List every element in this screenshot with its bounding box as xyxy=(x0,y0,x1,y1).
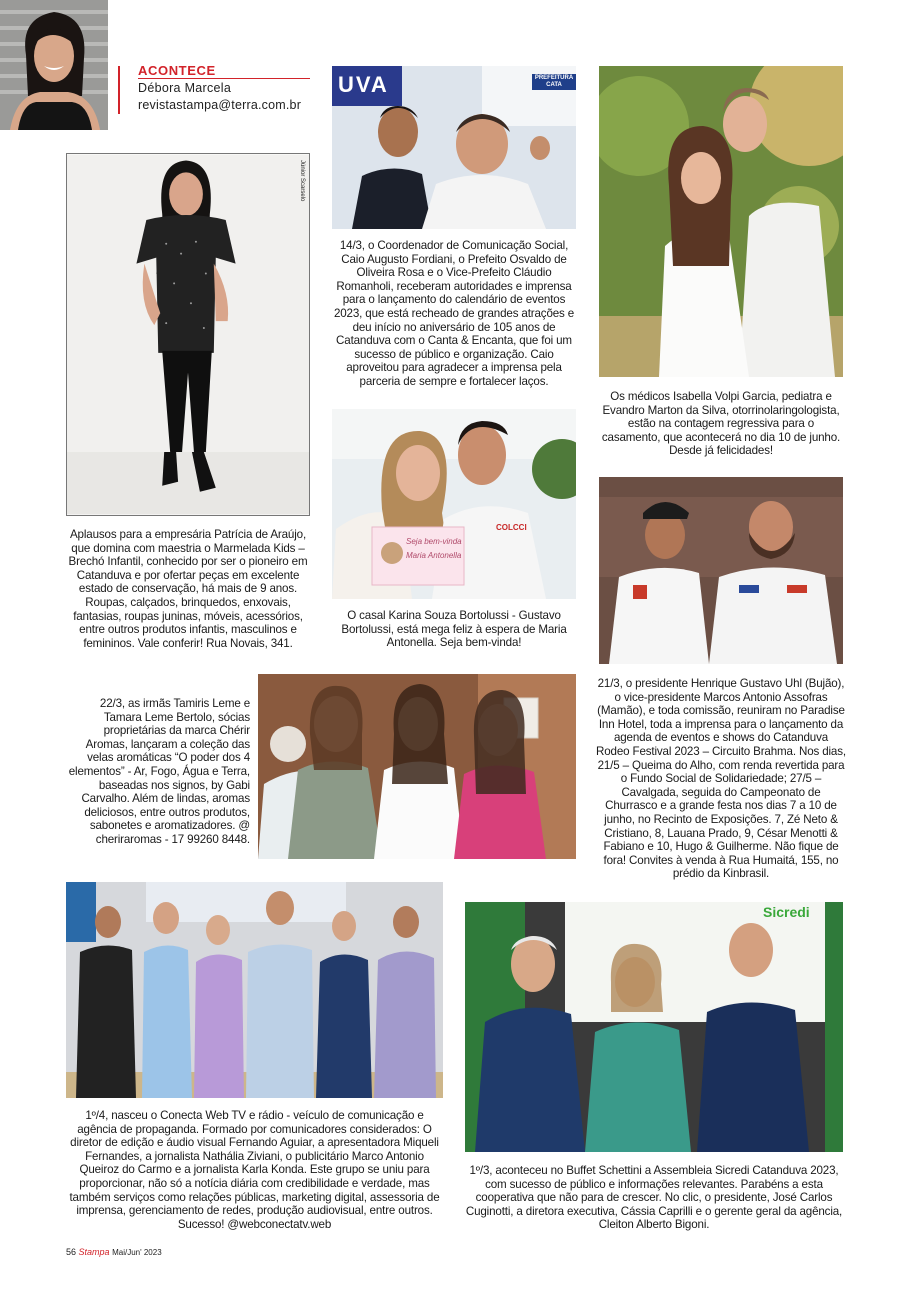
author-name: Débora Marcela xyxy=(138,81,232,95)
shirt-brand: COLCCI xyxy=(496,523,527,532)
header-divider-horizontal xyxy=(138,78,310,79)
photo-conecta xyxy=(66,882,443,1098)
caption-conecta: 1º/4, nasceu o Conecta Web TV e rádio - veículo de comunicação e agência de propaganda. Formado por comunicadores considerados: O diretor de edição e áudio visual Fernando Aguiar, a apresentadora Miqueli Fernandes, a jornalista Nathália Ziviani, o publicitário Marco Antonio Queiroz do Carmo e a jornalista Karla Konda. Este grupo se uniu para proporcionar, não só a notícia diária com credibilidade e verdade, mas também serviços como relações públicas, marketing digital, assessoria de imprensa, gerenciamento de redes, produção audiovisual, entre outros. Sucesso! @webconectatv.web xyxy=(69,1109,440,1231)
section-title: ACONTECE xyxy=(138,63,216,78)
caption-rodeo: 21/3, o presidente Henrique Gustavo Uhl (Bujão), o vice-presidente Marcos Antonio Assofras (Mamão), e toda comissão, reuniram no Paradise Inn Hotel, toda a imprensa para o lançamento da agenda de eventos e shows do Catanduva Rodeo Festival 2023 – Circuito Brahma. Nos dias, 21/5 – Queima do Alho, com renda revertida para o Fundo Social de Solidariedade; 27/5 – Cavalgada, seguida do Campeonato de Churrasco e a grande festa nos dias 7 a 10 de junho, no Recinto de Exposições. 7, Zé Neto & Cristiano, 8, Lauana Prado, 9, César Menotti & Fabiano e 10, Hugo & Guilherme. Não fique de fora! Convites à venda à Rua Humaitá, 155, no prédio da Kinbrasil. xyxy=(596,677,846,881)
page-number: 56 xyxy=(66,1247,77,1257)
footer-brand: Stampa xyxy=(78,1247,110,1257)
header-divider-vertical xyxy=(118,66,120,114)
card-welcome: Seja bem-vinda xyxy=(406,537,462,546)
sicredi-logo: Sicredi xyxy=(763,904,810,920)
photo-karina xyxy=(332,409,576,599)
caption-sicredi: 1º/3, aconteceu no Buffet Schettini a Assembleia Sicredi Catanduva 2023, com sucesso de público e informações relevantes. Parabéns a esta cooperativa que não para de crescer. No clic, o presidente, José Carlos Cuginotti, a diretora executiva, Cássia Caprilli e o gerente geral da agência, Cleiton Alberto Bigoni. xyxy=(465,1164,843,1232)
footer-issue: Mai/Jun' 2023 xyxy=(112,1248,162,1257)
caption-medicos: Os médicos Isabella Volpi Garcia, pediatra e Evandro Marton da Silva, otorrinolaringologista, estão na contagem regressiva para o casamento, que acontecerá no dia 10 de junho. Desde já felicidades! xyxy=(601,390,841,458)
photo-rodeo xyxy=(599,477,843,664)
photo-cherir xyxy=(258,674,576,859)
photo-calendario xyxy=(332,66,576,229)
logo-prefeitura: PREFEITURA CATA xyxy=(534,75,574,88)
caption-calendario: 14/3, o Coordenador de Comunicação Social, Caio Augusto Fordiani, o Prefeito Osvaldo de Oliveira Rosa e o Vice-Prefeito Cláudio Romanholi, receberam autoridades e imprensa para o lançamento do calendário de eventos 2023, que está recheado de grandes atrações e deu início no aniversário de 105 anos de Catanduva com o Canta & Encanta, que foi um sucesso de público e organização. Caio aproveitou para agradecer a imprensa pela parceria de sempre e fortalecer laços. xyxy=(333,239,575,388)
banner-uva: UVA xyxy=(338,72,389,97)
photo-sicredi xyxy=(465,902,843,1152)
caption-patricia: Aplausos para a empresária Patrícia de Araújo, que domina com maestria o Marmelada Kids – Brechó Infantil, conhecido por ser o pioneiro em Catanduva e por ofertar peças em excelente estado de conservação, há mais de 9 anos. Roupas, calçados, brinquedos, enxovais, fantasias, roupas juninas, móveis, acessórios, entre outros produtos infantis, masculinos e femininos. Vale conferir! Rua Novais, 341. xyxy=(68,528,308,650)
photo-patricia xyxy=(66,153,310,516)
caption-karina: O casal Karina Souza Bortolussi - Gustavo Bortolussi, está mega feliz à espera de Maria Antonella. Seja bem-vinda! xyxy=(341,609,567,650)
photo-credit: Júnior Scarselo xyxy=(299,160,305,202)
page-footer xyxy=(66,1247,162,1257)
author-email: revistastampa@terra.com.br xyxy=(138,98,302,112)
columnist-photo xyxy=(0,0,108,130)
card-baby-name: Maria Antonella xyxy=(406,551,462,560)
caption-cherir: 22/3, as irmãs Tamiris Leme e Tamara Leme Bertolo, sócias proprietárias da marca Chérir Aromas, lançaram a coleção das velas aromáticas “O poder dos 4 elementos” - Ar, Fogo, Água e Terra, baseadas nos signos, by Gabi Carvalho. Além de lindas, aromas deliciosos, entre outros produtos, sabonetes e aromatizadores. @ cheriraromas - 17 99260 8448. xyxy=(68,697,250,846)
photo-medicos xyxy=(599,66,843,377)
